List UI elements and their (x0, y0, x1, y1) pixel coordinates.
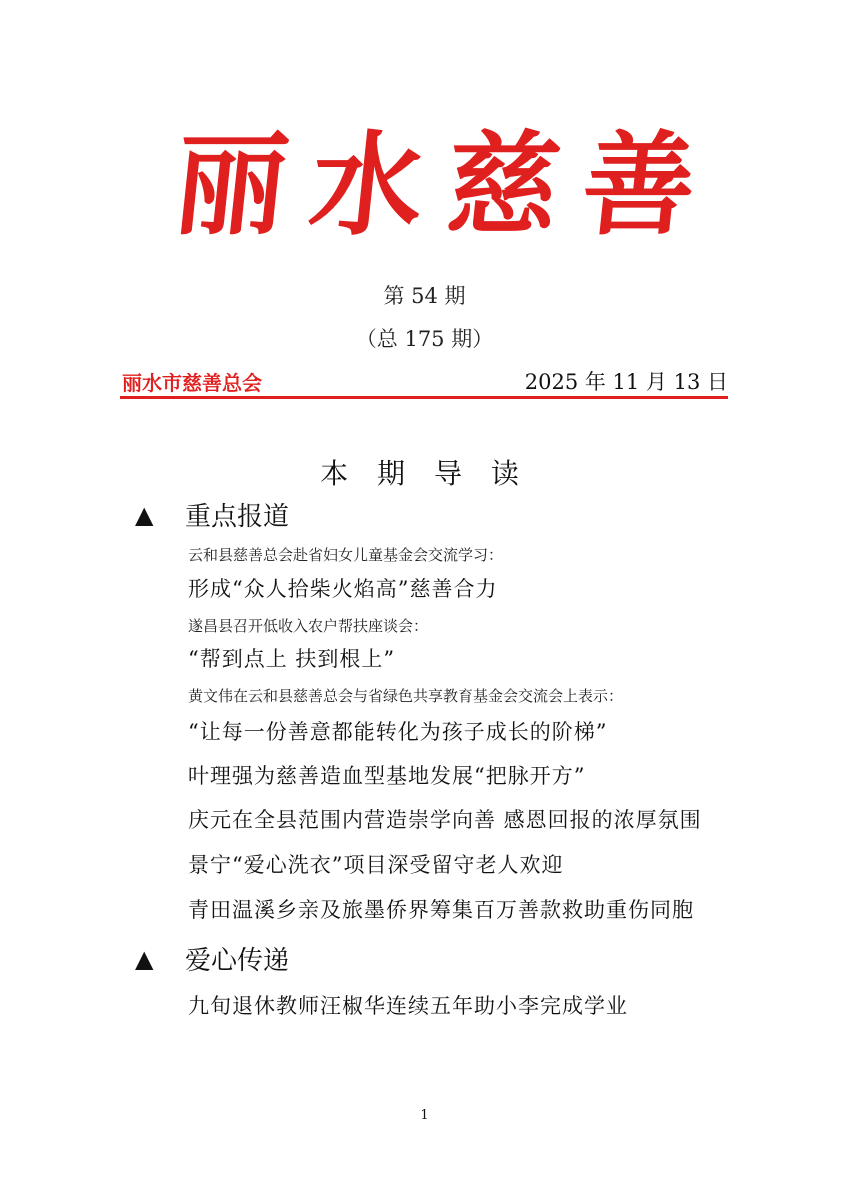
publisher-name: 丽水市慈善总会 (122, 371, 262, 395)
masthead-logo (168, 118, 702, 253)
toc-subtitle: 黄文伟在云和县慈善总会与省绿色共享教育基金会交流会上表示： (188, 687, 624, 705)
header-divider (120, 396, 728, 399)
total-issue-number: （总 175 期） (355, 327, 494, 351)
triangle-icon: ▲ (135, 944, 154, 973)
section-title: 爱心传递 (185, 946, 290, 976)
triangle-icon: ▲ (135, 500, 154, 529)
toc-headline[interactable]: 青田温溪乡亲及旅墨侨界筹集百万善款救助重伤同胞 (188, 898, 694, 922)
toc-headline[interactable]: “帮到点上 扶到根上” (188, 647, 396, 671)
masthead-char: 丽 (168, 119, 294, 251)
page-number: 1 (420, 1108, 429, 1123)
toc-subtitle: 遂昌县召开低收入农户帮扶座谈会： (188, 617, 429, 635)
toc-headline[interactable]: 景宁“爱心洗衣”项目深受留守老人欢迎 (188, 853, 564, 877)
toc-headline[interactable]: “让每一份善意都能转化为孩子成长的阶梯” (188, 720, 608, 744)
publisher-row (122, 366, 728, 396)
toc-headline[interactable]: 叶理强为慈善造血型基地发展“把脉开方” (188, 764, 586, 788)
toc-subtitle: 云和县慈善总会赴省妇女儿童基金会交流学习： (188, 546, 504, 564)
section-heading (135, 496, 289, 533)
masthead-char: 善 (576, 119, 702, 251)
masthead-char: 水 (304, 119, 430, 251)
section-title: 重点报道 (185, 502, 290, 532)
section-heading (135, 940, 289, 977)
publish-date: 2025 年 11 月 13 日 (524, 370, 728, 394)
toc-headline[interactable]: 形成“众人拾柴火焰高”慈善合力 (188, 577, 498, 601)
toc-headline[interactable]: 九旬退休教师汪椒华连续五年助小李完成学业 (188, 994, 628, 1018)
masthead-char: 慈 (440, 119, 566, 251)
toc-headline[interactable]: 庆元在全县范围内营造崇学向善 感恩回报的浓厚氛围 (188, 808, 702, 832)
issue-number: 第 54 期 (383, 284, 466, 308)
toc-title: 本 期 导 读 (320, 457, 529, 490)
